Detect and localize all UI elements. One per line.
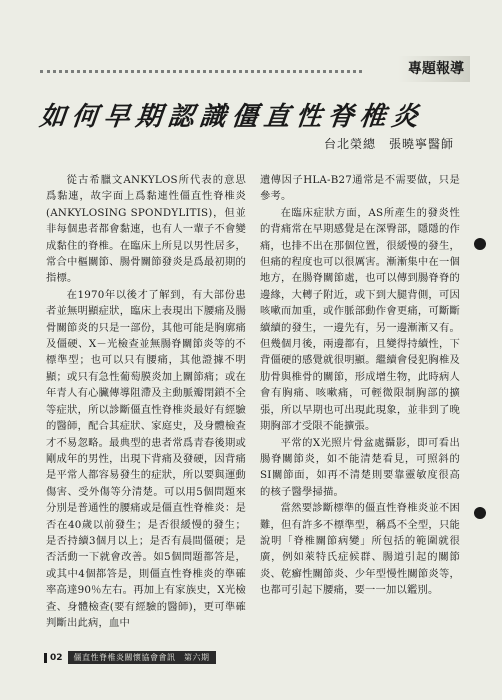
journal-name: 僵直性脊椎炎關懷協會會訊 第六期 xyxy=(68,651,216,664)
right-column xyxy=(260,172,460,599)
author-byline: 台北榮總 張曉寧醫師 xyxy=(323,137,454,151)
paragraph: 遺傳因子HLA-B27通常是不需要做，只是參考。 xyxy=(260,174,460,203)
section-label: 專題報導 xyxy=(398,56,470,82)
paragraph: 平常的X光照片骨盆處攝影，即可看出腸脊關節炎，如不能清楚看見，可照斜的SI關節面，如再不清楚則要靠靈敏度很高的核子醫學掃描。 xyxy=(260,436,460,498)
binder-hole-top xyxy=(474,238,486,250)
page-footer xyxy=(44,651,216,664)
paragraph: 在臨床症狀方面，AS所產生的發炎性的背痛常在早期感覺是在深臀部，隱隱的作痛，也排不出在那個位置，很緩慢的發生，但痛的程度也可以很厲害。漸漸集中在一個地方，在腸脊關節處，也可以傳到腸脊脊的邊緣，大轉子附近，或下到大腿背側，可因咳嗽而加重，或作脈部動作會更痛，可斷斷續續的發生，一邊先有，另一邊漸漸又有。但幾個月後，兩邊都有，且變得持續性，下背僵硬的感覺就很明顯。繼續會侵犯胸椎及肋骨與椎骨的關節，形成增生物，此時病人會有胸痛、咳嗽痛，可輕微限制胸部的擴張，所以早期也可出現此現象，並非到了晚期胸部才受限不能擴張。 xyxy=(260,206,460,433)
paragraph: 在1970年以後才了解到，有大部份患者並無明顯症狀，臨床上表現出下腰痛及腸骨關節炎的只是一部份，其他可能是胸廓痛及僵硬、X－光檢查並無腸脊關節炎等的不標準型；也可以只有腰痛，其他證據不明顯；或只有急性葡萄膜炎加上關節痛；或在年青人有心臟傳導阻滯及主動脈瓣閉鎖不全等症狀，所以診斷僵直性脊椎炎最好有經驗的醫師，配合其症狀、家庭史，及身體檢查才不易忽略。最典型的患者常爲青春後期或剛成年的男性，出現下背痛及發硬，因背痛是平常人都容易發生的症狀，所以要與運動傷害、受外傷等分清楚。可以用5個問題來分別是普通性的腰痛或是僵直性脊椎炎：是否在40歲以前發生；是否很緩慢的發生；是否持續3個月以上；是否有晨間僵硬；是否活動一下就會改善。如5個問題都答是，或其中4個都答是，則僵直性脊椎炎的準確率高達90％左右。再加上有家族史，X光檢查、身體檢查(要有經驗的醫師)，更可準確判斷出此病，血中 xyxy=(46,288,246,629)
paragraph: 當然要診斷標準的僵直性脊椎炎並不困難，但有許多不標準型，稱爲不全型，只能說明「脊椎關節病變」所包括的範圍就很廣，例如萊特氏症候群、腸道引起的關節炎、乾癬性關節炎、少年型慢性關節炎等，也都可引起下腰痛，要一一加以鑑別。 xyxy=(260,502,460,597)
page-number: 02 xyxy=(44,653,66,663)
article-body xyxy=(46,172,464,642)
article-title: 如何早期認識僵直性脊椎炎 xyxy=(38,102,426,132)
binder-hole-bottom xyxy=(474,507,486,519)
left-column xyxy=(46,172,246,631)
section-header xyxy=(40,56,470,82)
paragraph: 從古希臘文ANKYLOS所代表的意思爲黏連，故字面上爲黏連性僵直性脊椎炎(ANKYLOSING SPONDYLITIS)，但並非每個患者都會黏連，也有人一輩子不會變成黏住的脊椎。在臨床上所見以男性居多，常合中樞關節、腸骨關節發炎是爲最初期的指標。 xyxy=(46,174,246,285)
header-dotted-rule xyxy=(40,70,362,73)
